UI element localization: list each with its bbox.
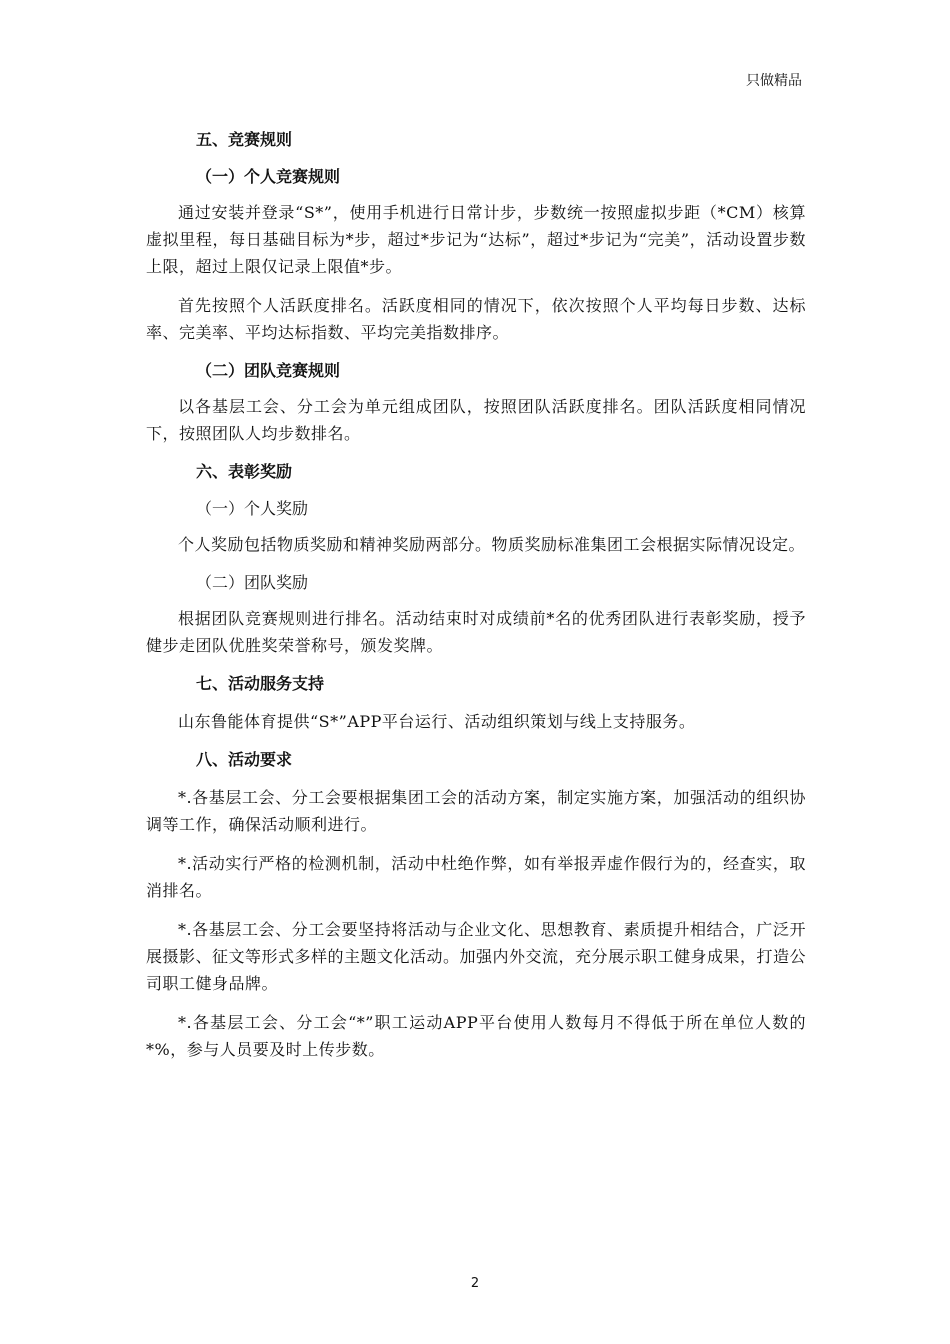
subsection-title-individual-awards: （一）个人奖励 — [196, 499, 309, 518]
paragraph: *.各基层工会、分工会“*”职工运动APP平台使用人数每月不得低于所在单位人数的*%，参与人员要及时上传步数。 — [146, 1013, 806, 1059]
paragraph: *.各基层工会、分工会要坚持将活动与企业文化、思想教育、素质提升相结合，广泛开展摄影、征文等形式多样的主题文化活动。加强内外交流，充分展示职工健身成果，打造公司职工健身品牌。 — [146, 920, 807, 993]
page-number: 2 — [470, 1276, 480, 1291]
paragraph: *.各基层工会、分工会要根据集团工会的活动方案，制定实施方案，加强活动的组织协调等工作，确保活动顺利进行。 — [146, 788, 806, 834]
paragraph: 以各基层工会、分工会为单元组成团队，按照团队活跃度排名。团队活跃度相同情况下，按照团队人均步数排名。 — [146, 397, 806, 443]
paragraph: 首先按照个人活跃度排名。活跃度相同的情况下，依次按照个人平均每日步数、达标率、完美率、平均达标指数、平均完美指数排序。 — [146, 296, 806, 342]
section-title-awards: 六、表彰奖励 — [196, 462, 293, 481]
section-title-requirements: 八、活动要求 — [196, 750, 293, 769]
paragraph: 山东鲁能体育提供“S*”APP平台运行、活动组织策划与线上支持服务。 — [178, 712, 696, 731]
document-body — [146, 127, 806, 1075]
section-title-support: 七、活动服务支持 — [196, 674, 325, 693]
section-title-rules: 五、竞赛规则 — [196, 130, 293, 149]
paragraph: 个人奖励包括物质奖励和精神奖励两部分。物质奖励标准集团工会根据实际情况设定。 — [178, 535, 806, 554]
subsection-title-individual-rules: （一）个人竞赛规则 — [196, 167, 341, 186]
paragraph: *.活动实行严格的检测机制，活动中杜绝作弊，如有举报弄虚作假行为的，经查实，取消排名。 — [146, 854, 806, 900]
paragraph: 根据团队竞赛规则进行排名。活动结束时对成绩前*名的优秀团队进行表彰奖励，授予健步走团队优胜奖荣誉称号，颁发奖牌。 — [146, 609, 806, 655]
paragraph: 通过安装并登录“S*”，使用手机进行日常计步，步数统一按照虚拟步距（*CM）核算虚拟里程，每日基础目标为*步，超过*步记为“达标”，超过*步记为“完美”，活动设置步数上限，超过上限仅记录上限值*步。 — [146, 203, 806, 276]
subsection-title-team-rules: （二）团队竞赛规则 — [196, 361, 341, 380]
header-note: 只做精品 — [746, 73, 802, 89]
subsection-title-team-awards: （二）团队奖励 — [196, 573, 309, 592]
